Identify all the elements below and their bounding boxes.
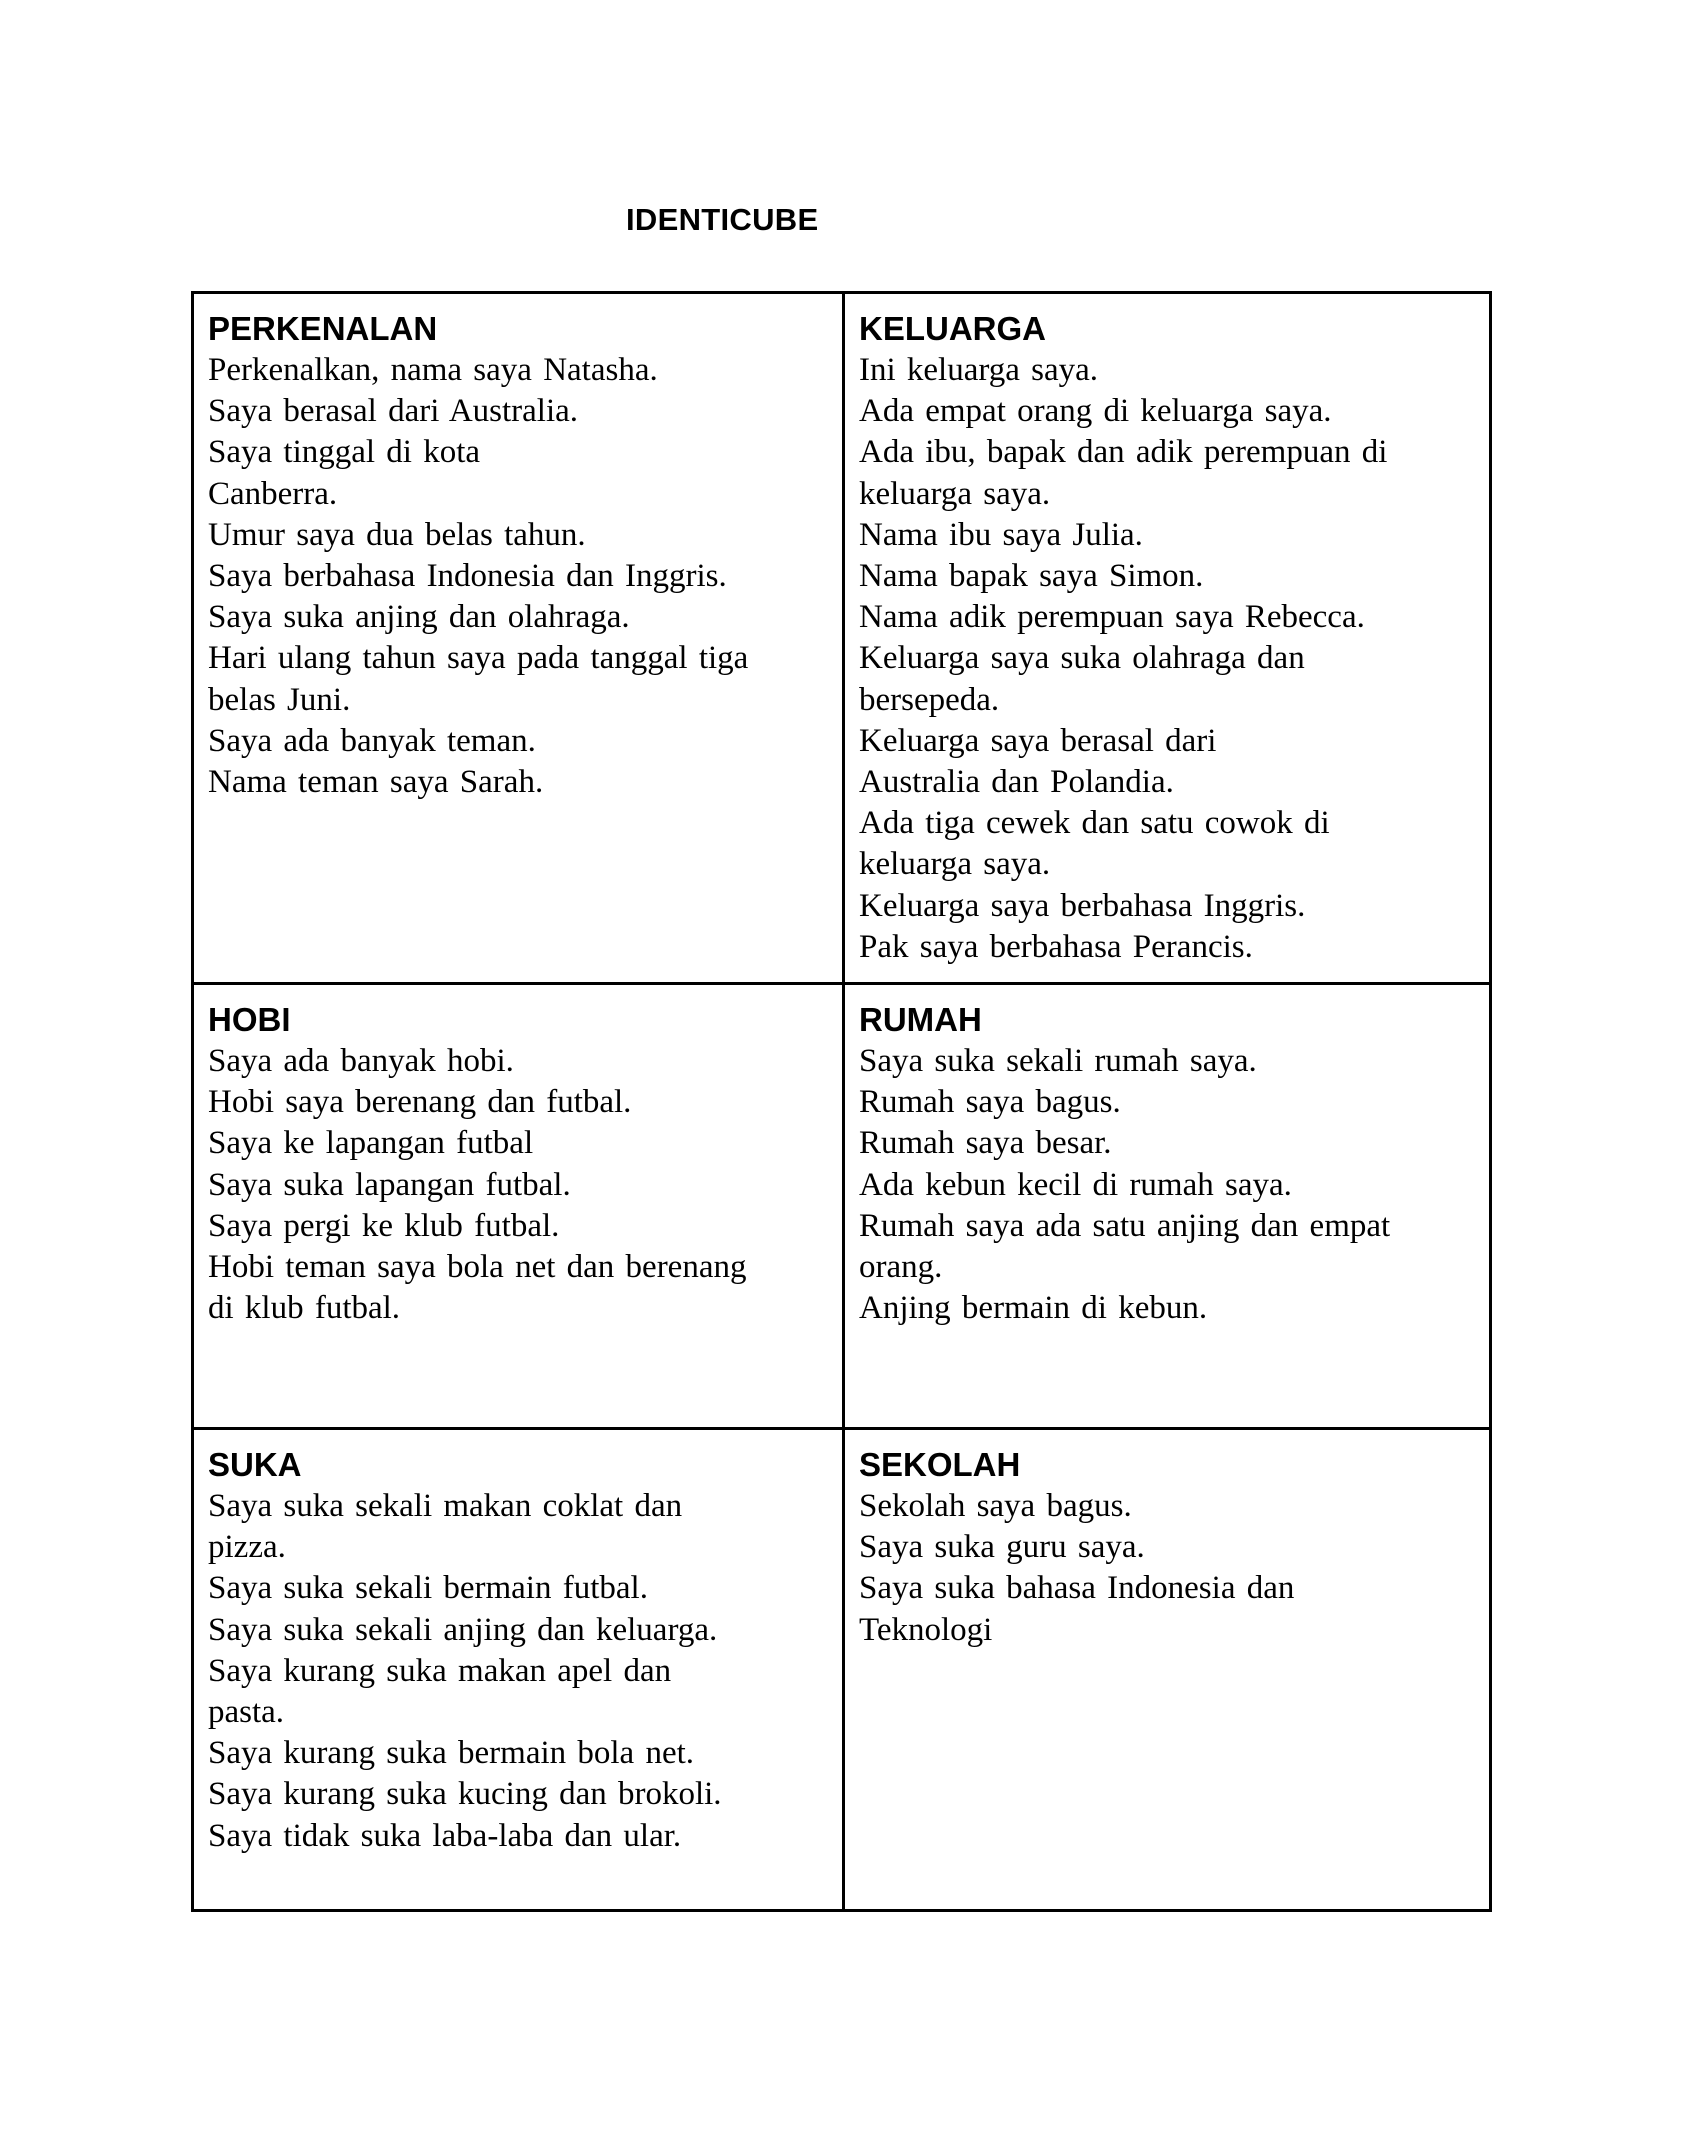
cell-line: Saya suka sekali rumah saya. (859, 1043, 1257, 1079)
cell-line: Hobi saya berenang dan futbal. (208, 1084, 632, 1121)
cell-line: Saya suka guru saya. (859, 1529, 1145, 1566)
cell-line: di klub futbal. (208, 1290, 401, 1327)
cell-line: Ini keluarga saya. (859, 352, 1099, 388)
cell-heading: RUMAH (859, 1001, 982, 1038)
cell-line: Saya ke lapangan futbal (208, 1125, 534, 1162)
cell-line: Saya kurang suka bermain bola net. (208, 1735, 695, 1772)
cell-line: Canberra. (208, 475, 338, 512)
cell-line: Keluarga saya berbahasa Inggris. (859, 887, 1306, 924)
cell-line: Saya suka sekali bermain futbal. (208, 1570, 648, 1607)
cell-line: Saya ada banyak teman. (208, 722, 536, 759)
cell-line: bersepeda. (859, 681, 1000, 718)
cell-hobi (194, 985, 845, 1430)
cell-line: Saya suka anjing dan olahraga. (208, 599, 630, 636)
cell-sekolah (845, 1430, 1489, 1909)
cell-line: Umur saya dua belas tahun. (208, 516, 586, 553)
cell-line: Nama teman saya Sarah. (208, 764, 544, 801)
cell-line: Saya suka lapangan futbal. (208, 1166, 571, 1203)
cell-lines (859, 1041, 1475, 1329)
cell-line: Saya tinggal di kota (208, 434, 481, 471)
cell-line: Nama bapak saya Simon. (859, 558, 1204, 595)
cell-rumah (845, 985, 1489, 1430)
cell-heading: SUKA (208, 1446, 302, 1483)
cell-line: Hobi teman saya bola net dan berenang (208, 1249, 747, 1286)
cell-line: keluarga saya. (859, 475, 1051, 512)
cell-line: Ada kebun kecil di rumah saya. (859, 1166, 1292, 1203)
cell-line: Saya berasal dari Australia. (208, 393, 579, 430)
cell-line: Perkenalkan, nama saya Natasha. (208, 352, 658, 388)
cell-line: Anjing bermain di kebun. (859, 1290, 1208, 1327)
cell-line: Saya kurang suka makan apel dan (208, 1652, 672, 1689)
cell-lines (859, 350, 1475, 968)
cell-line: Hari ulang tahun saya pada tanggal tiga (208, 640, 749, 677)
cell-line: Teknologi (859, 1611, 993, 1648)
cell-line: Ada empat orang di keluarga saya. (859, 393, 1332, 430)
cell-line: Ada ibu, bapak dan adik perempuan di (859, 434, 1388, 471)
cell-keluarga (845, 294, 1489, 985)
cell-perkenalan (194, 294, 845, 985)
cell-lines (208, 1041, 828, 1329)
cell-suka (194, 1430, 845, 1909)
cell-line: pasta. (208, 1694, 285, 1731)
cell-lines (208, 1486, 828, 1857)
cell-line: Saya suka sekali makan coklat dan (208, 1488, 683, 1524)
cell-line: Ada tiga cewek dan satu cowok di (859, 805, 1330, 842)
cell-line: Saya suka sekali anjing dan keluarga. (208, 1611, 718, 1648)
cell-heading: HOBI (208, 1001, 291, 1038)
cell-line: Rumah saya ada satu anjing dan empat (859, 1207, 1391, 1244)
cell-lines (859, 1486, 1475, 1651)
cell-heading: PERKENALAN (208, 310, 438, 347)
cell-line: Australia dan Polandia. (859, 764, 1174, 801)
cell-line: Nama ibu saya Julia. (859, 516, 1143, 553)
cell-line: Sekolah saya bagus. (859, 1488, 1132, 1524)
cell-line: Saya kurang suka kucing dan brokoli. (208, 1776, 722, 1813)
cell-line: Keluarga saya berasal dari (859, 722, 1217, 759)
cell-line: pizza. (208, 1529, 286, 1566)
cell-line: Saya tidak suka laba-laba dan ular. (208, 1817, 682, 1854)
cell-lines (208, 350, 828, 803)
cell-line: Pak saya berbahasa Perancis. (859, 928, 1253, 965)
cell-heading: KELUARGA (859, 310, 1046, 347)
cell-heading: SEKOLAH (859, 1446, 1021, 1483)
cell-line: Saya ada banyak hobi. (208, 1043, 514, 1079)
page-title: IDENTICUBE (626, 202, 819, 237)
cell-line: Rumah saya bagus. (859, 1084, 1121, 1121)
cell-line: Keluarga saya suka olahraga dan (859, 640, 1305, 677)
cell-line: belas Juni. (208, 681, 351, 718)
cell-line: Saya berbahasa Indonesia dan Inggris. (208, 558, 727, 595)
identicube-table (191, 291, 1492, 1912)
cell-line: keluarga saya. (859, 846, 1051, 883)
cell-line: Rumah saya besar. (859, 1125, 1112, 1162)
cell-line: Saya pergi ke klub futbal. (208, 1207, 560, 1244)
cell-line: Nama adik perempuan saya Rebecca. (859, 599, 1365, 636)
cell-line: orang. (859, 1249, 943, 1286)
cell-line: Saya suka bahasa Indonesia dan (859, 1570, 1295, 1607)
